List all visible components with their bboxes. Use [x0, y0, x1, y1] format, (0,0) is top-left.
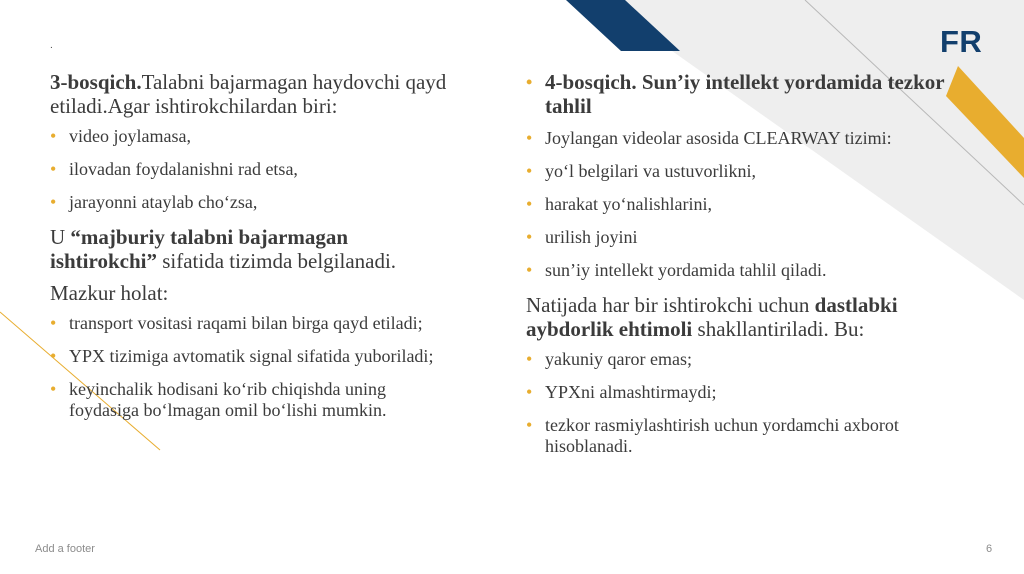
list-item: • tezkor rasmiylashtirish uchun yordamchi axborot hisoblanadi. — [526, 415, 956, 457]
step3-text: Talabni bajarmagan haydovchi qayd etiladi.Agar ishtirokchilardan biri: — [50, 70, 447, 118]
step3-conditions-list — [50, 126, 460, 213]
list-item: • keyinchalik hodisani ko‘rib chiqishda uning foydasiga bo‘lmagan omil bo‘lishi mumkin. — [50, 379, 460, 421]
list-item: • yakuniy qaror emas; — [526, 349, 956, 370]
status-suffix: sifatida tizimda belgilanadi. — [156, 249, 397, 273]
holat-heading: Mazkur holat: — [50, 281, 169, 305]
logo: FR — [940, 24, 983, 59]
list-item: • jarayonni ataylab cho‘zsa, — [50, 192, 460, 213]
list-item: • Joylangan videolar asosida CLEARWAY tizimi: — [526, 128, 956, 149]
result-paragraph — [526, 293, 956, 341]
list-item: • transport vositasi raqami bilan birga qayd etiladi; — [50, 313, 460, 334]
list-item: • video joylamasa, — [50, 126, 460, 147]
left-column — [50, 70, 460, 433]
status-prefix: U — [50, 225, 71, 249]
list-item: • harakat yo‘nalishlarini, — [526, 194, 956, 215]
list-item: • yo‘l belgilari va ustuvorlikni, — [526, 161, 956, 182]
step3-title: 3-bosqich. — [50, 70, 142, 94]
status-label: “majburiy talabni bajarmagan ishtirokchi” — [50, 225, 349, 273]
result-prefix: Natijada har bir ishtirokchi uchun — [526, 293, 815, 317]
list-item: • urilish joyini — [526, 227, 956, 248]
header-mark: . — [50, 40, 53, 51]
status-paragraph — [50, 225, 460, 273]
result-suffix: shakllantiriladi. Bu: — [692, 317, 865, 341]
page-number: 6 — [986, 543, 993, 555]
list-item: • YPX tizimiga avtomatik signal sifatida yuboriladi; — [50, 346, 460, 367]
list-item: • ilovadan foydalanishni rad etsa, — [50, 159, 460, 180]
footer-text: Add a footer — [35, 543, 95, 555]
result-list — [526, 349, 956, 457]
list-item: • YPXni almashtirmaydi; — [526, 382, 956, 403]
list-item: • sun’iy intellekt yordamida tahlil qiladi. — [526, 260, 956, 281]
step4-list — [526, 70, 956, 281]
right-column — [526, 70, 956, 469]
result-highlight: dastlabki aybdorlik ehtimoli — [526, 293, 898, 341]
step3-intro — [50, 70, 460, 118]
step4-heading: • 4-bosqich. Sun’iy intellekt yordamida tezkor tahlil — [526, 70, 956, 118]
holat-list — [50, 313, 460, 421]
